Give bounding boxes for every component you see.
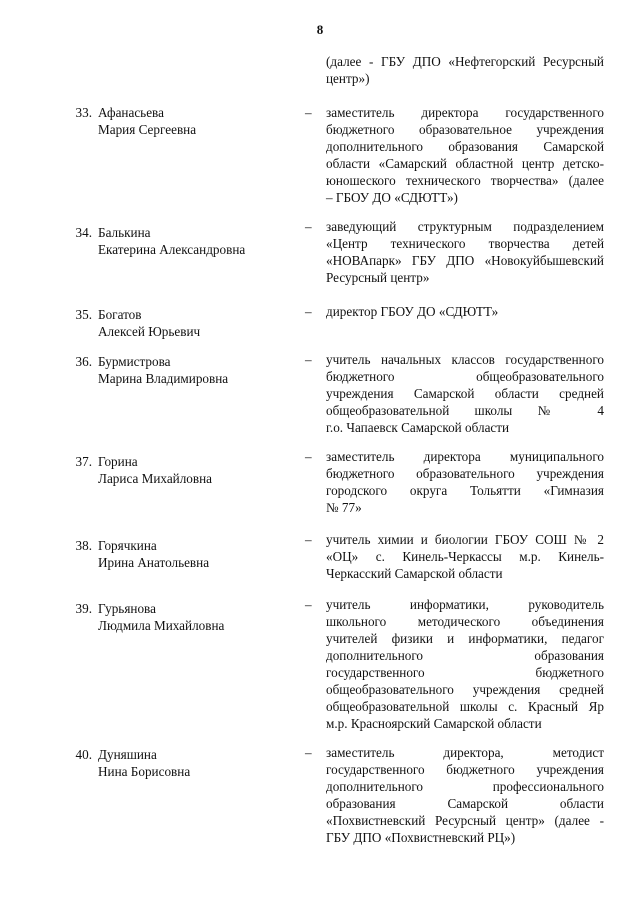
text-line: м.р. Красноярский Самарской области <box>326 716 542 731</box>
item-number: 34. <box>75 225 92 240</box>
position-description <box>326 218 604 286</box>
dash: – <box>305 352 312 367</box>
person-name <box>98 353 298 387</box>
text-line: «Похвистневский Ресурсный центр» (далее - <box>326 813 604 828</box>
item-number: 39. <box>75 601 92 616</box>
text-line: учреждения Самарской области средней <box>326 386 604 401</box>
text-line: заведующий структурным подразделением <box>326 219 604 234</box>
text-line: учителей физики и информатики, педагог <box>326 631 604 646</box>
given-name: Алексей Юрьевич <box>98 324 201 339</box>
text-line: Черкасский Самарской области <box>326 566 503 581</box>
text-line: образования Самарской области <box>326 796 604 811</box>
text-line: общеобразовательного учреждения средней <box>326 682 604 697</box>
text-line: «Центр технического творчества детей <box>326 236 604 251</box>
text-line: дополнительного профессионального <box>326 779 604 794</box>
text-line: – ГБОУ ДО «СДЮТТ») <box>326 190 458 205</box>
text-line: государственного бюджетного <box>326 665 604 680</box>
position-description <box>326 744 604 846</box>
text-line: г.о. Чапаевск Самарской области <box>326 420 510 435</box>
surname: Бурмистрова <box>98 354 171 369</box>
text-line: № 77» <box>326 500 362 515</box>
dash: – <box>305 105 312 120</box>
text-line: центр») <box>326 71 370 86</box>
text-line: общеобразовательной школы № 4 <box>326 403 604 418</box>
dash: – <box>305 597 312 612</box>
person-name <box>98 746 298 780</box>
given-name: Екатерина Александровна <box>98 242 246 257</box>
text-line: заместитель директора государственного <box>326 105 604 120</box>
text-line: «ОЦ» с. Кинель-Черкассы м.р. Кинель- <box>326 549 604 564</box>
text-line: дополнительного образования Самарской <box>326 139 604 154</box>
surname: Балькина <box>98 225 151 240</box>
given-name: Нина Борисовна <box>98 764 191 779</box>
text-line: (далее - ГБУ ДПО «Нефтегорский Ресурсный <box>326 54 604 69</box>
text-line: бюджетного общеобразовательного <box>326 369 604 384</box>
text-line: бюджетного образовательное учреждения <box>326 122 604 137</box>
person-name <box>98 537 298 571</box>
text-line: области «Самарский областной центр детско- <box>326 156 604 171</box>
text-line: заместитель директора, методист <box>326 745 604 760</box>
given-name: Ирина Анатольевна <box>98 555 210 570</box>
surname: Гурьянова <box>98 601 156 616</box>
given-name: Марина Владимировна <box>98 371 229 386</box>
position-description <box>326 104 604 206</box>
surname: Горина <box>98 454 138 469</box>
text-line: бюджетного образовательного учреждения <box>326 466 604 481</box>
person-name <box>98 104 298 138</box>
person-name <box>98 306 298 340</box>
position-description <box>326 448 604 516</box>
item-number: 40. <box>75 747 92 762</box>
surname: Богатов <box>98 307 142 322</box>
text-line: Ресурсный центр» <box>326 270 430 285</box>
item-number: 35. <box>75 307 92 322</box>
surname: Афанасьева <box>98 105 164 120</box>
text-line: государственного бюджетного учреждения <box>326 762 604 777</box>
text-line: учитель начальных классов государственного <box>326 352 604 367</box>
text-line: дополнительного образования <box>326 648 604 663</box>
given-name: Мария Сергеевна <box>98 122 197 137</box>
item-number: 33. <box>75 105 92 120</box>
text-line: «НОВАпарк» ГБУ ДПО «Новокуйбышевский <box>326 253 604 268</box>
text-line: юношеского технического творчества» (далее <box>326 173 604 188</box>
surname: Горячкина <box>98 538 157 553</box>
page-number: 8 <box>316 22 324 37</box>
position-description <box>326 351 604 436</box>
item-number: 37. <box>75 454 92 469</box>
text-line: городского округа Тольятти «Гимназия <box>326 483 604 498</box>
text-line: учитель информатики, руководитель <box>326 597 604 612</box>
dash: – <box>305 304 312 319</box>
given-name: Людмила Михайловна <box>98 618 225 633</box>
text-line: учитель химии и биологии ГБОУ СОШ № 2 <box>326 532 604 547</box>
text-line: общеобразовательной школы с. Красный Яр <box>326 699 604 714</box>
dash: – <box>305 532 312 547</box>
dash: – <box>305 745 312 760</box>
person-name <box>98 600 298 634</box>
text-line: директор ГБОУ ДО «СДЮТТ» <box>326 304 499 319</box>
continuation-text <box>326 53 604 87</box>
position-description <box>326 303 604 320</box>
given-name: Лариса Михайловна <box>98 471 213 486</box>
text-line: школьного методического объединения <box>326 614 604 629</box>
item-number: 38. <box>75 538 92 553</box>
dash: – <box>305 449 312 464</box>
person-name <box>98 453 298 487</box>
position-description <box>326 531 604 582</box>
text-line: ГБУ ДПО «Похвистневский РЦ») <box>326 830 516 845</box>
dash: – <box>305 219 312 234</box>
item-number: 36. <box>75 354 92 369</box>
surname: Дуняшина <box>98 747 157 762</box>
text-line: заместитель директора муниципального <box>326 449 604 464</box>
person-name <box>98 224 298 258</box>
position-description <box>326 596 604 732</box>
